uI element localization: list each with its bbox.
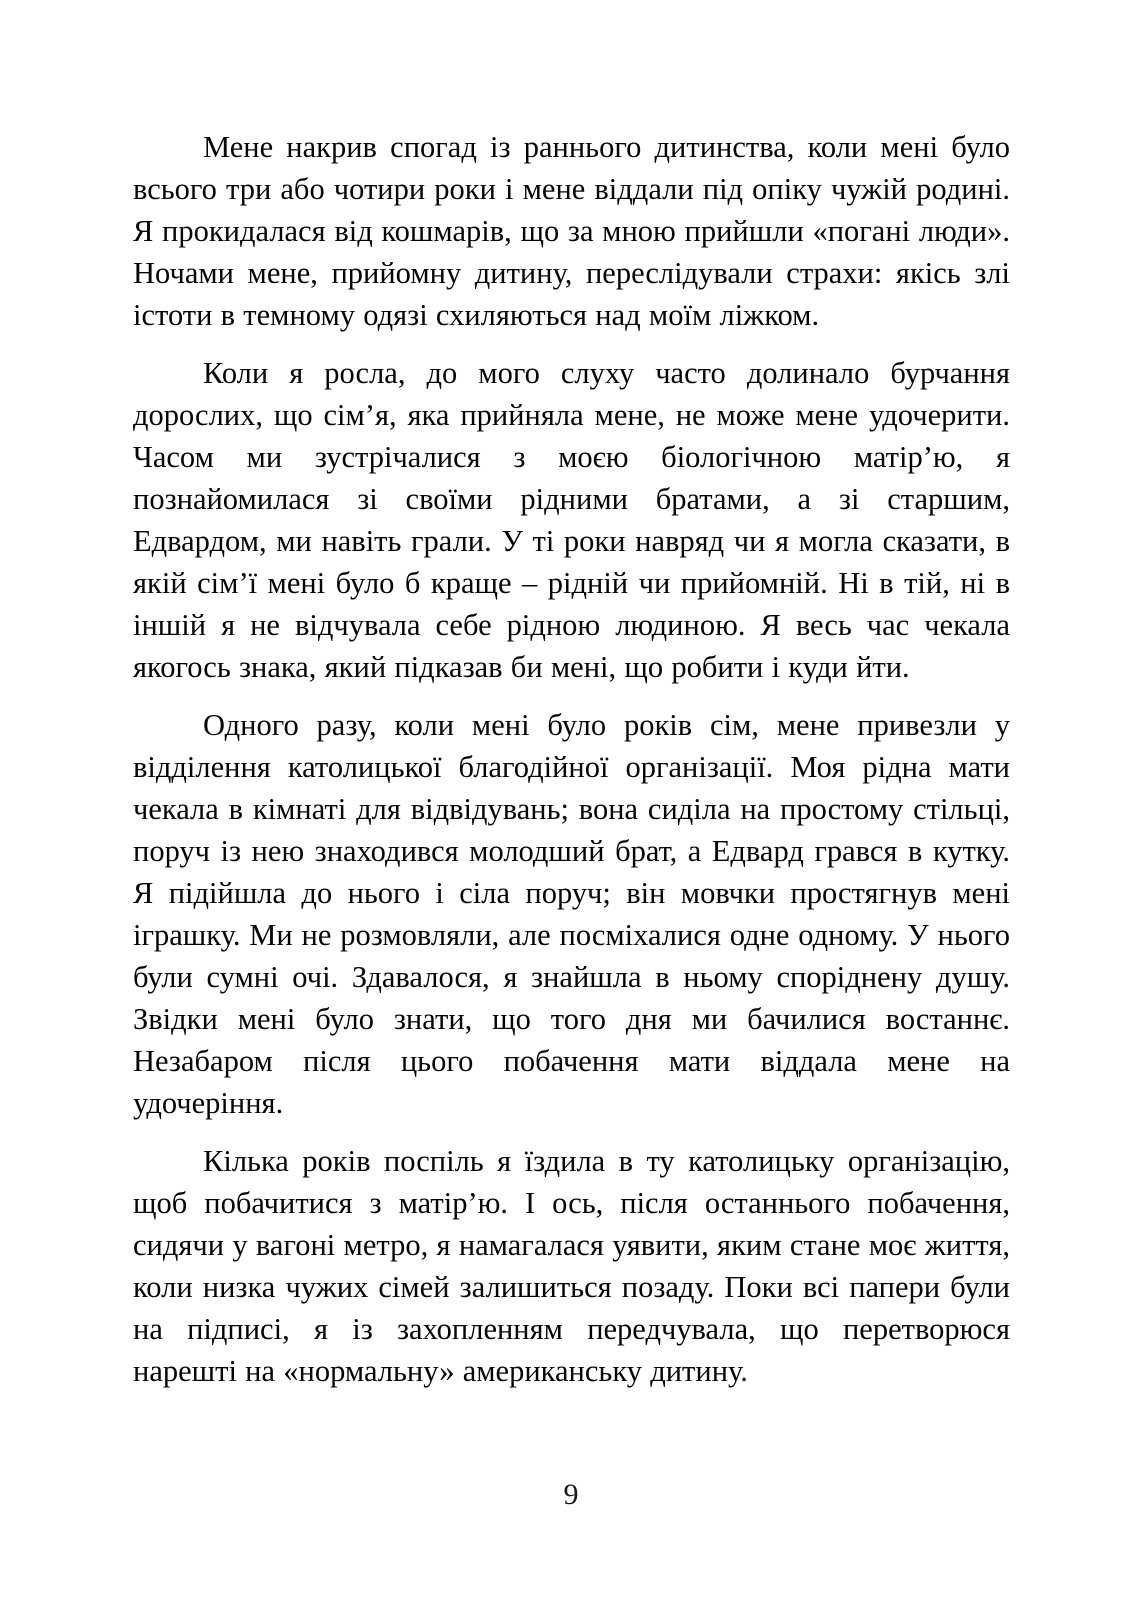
- body-paragraph: Мене накрив спогад із раннього дитинства, коли мені було всього три або чотири роки і мене віддали під опіку чужій родині. Я прокидалася від кошмарів, що за мною прийшли «погані люди». Ночами мене, прийомну дитину, переслідували страхи: якісь злі істоти в темному одязі схиляються над моїм ліжком.: [133, 130, 1010, 332]
- body-paragraph: Коли я росла, до мого слуху часто долинало бурчання дорослих, що сім’я, яка прийняла мене, не може мене удочерити. Часом ми зустрічалися з моєю біологічною матір’ю, я познайомилася зі своїми рідними братами, а зі старшим, Едвардом, ми навіть грали. У ті роки навряд чи я могла сказати, в якій сім’ї мені було б краще – рідній чи прийомній. Ні в тій, ні в іншій я не відчувала себе рідною людиною. Я весь час чекала якогось знака, який підказав би мені, що робити і куди йти.: [133, 356, 1010, 684]
- body-text-block: [133, 126, 1010, 1392]
- body-paragraph: Одного разу, коли мені було років сім, мене привезли у відділення католицької благодійної організації. Моя рідна мати чекала в кімнаті для відвідувань; вона сиділа на простому стільці, поруч із нею знаходився молодший брат, а Едвард грався в кутку. Я підійшла до нього і сіла поруч; він мовчки простягнув мені іграшку. Ми не розмовляли, але посміхалися одне одному. У нього були сумні очі. Здавалося, я знайшла в ньому споріднену душу. Звідки мені було знати, що того дня ми бачилися востаннє. Незабаром після цього побачення мати віддала мене на удочеріння.: [133, 708, 1010, 1120]
- body-paragraph: Кілька років поспіль я їздила в ту католицьку організацію, щоб побачитися з матір’ю. І ось, після останнього побачення, сидячи у вагоні метро, я намагалася уявити, яким стане моє життя, коли низка чужих сімей залишиться позаду. Поки всі папери були на підписі, я із захопленням передчувала, що перетворюся нарешті на «нормальну» американську дитину.: [133, 1144, 1010, 1388]
- page-number: 9: [563, 1478, 579, 1511]
